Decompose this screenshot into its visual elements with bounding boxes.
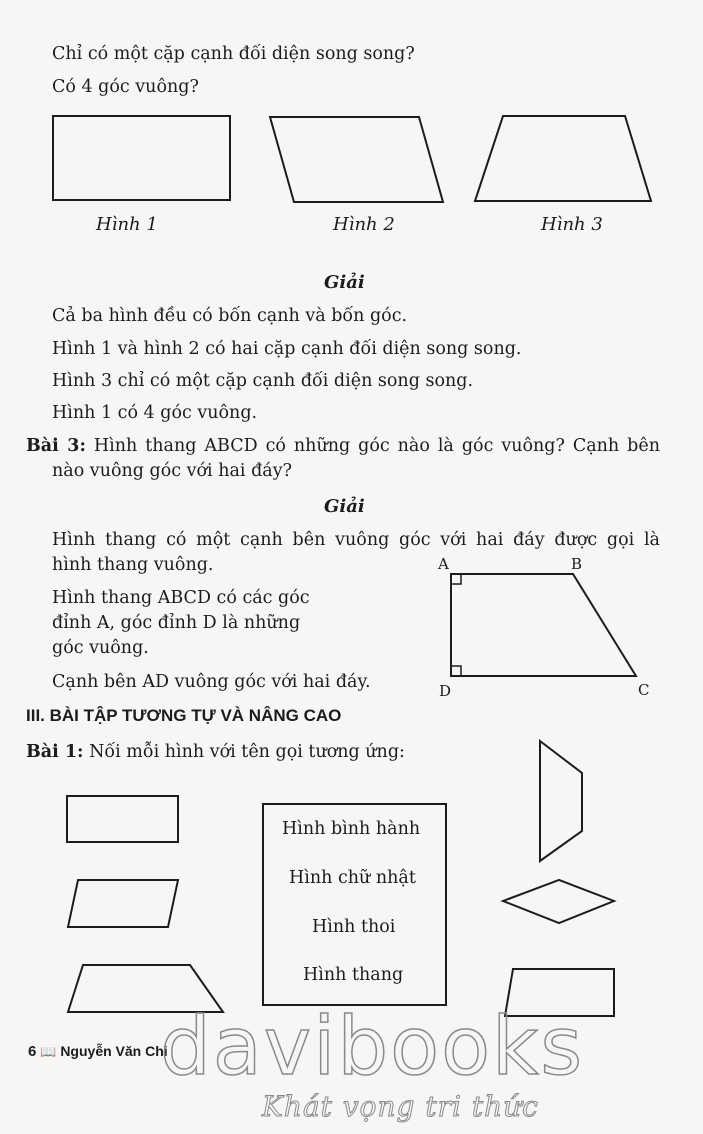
solution-1-line-4: Hình 1 có 4 góc vuông. (52, 403, 258, 423)
figure-3-caption: Hình 3 (541, 214, 603, 235)
solution-2-para-2a: Hình thang ABCD có các góc (52, 588, 310, 608)
solution-1-line-3: Hình 3 chỉ có một cặp cạnh đối diện song song. (52, 371, 474, 391)
solution-2-para-3: Cạnh bên AD vuông góc với hai đáy. (52, 672, 371, 692)
right-trapezoid-vertical (540, 741, 582, 861)
bai-3-line-2: nào vuông góc với hai đáy? (52, 461, 292, 481)
question-four-right-angles: Có 4 góc vuông? (52, 77, 199, 97)
name-trapezoid: Hình thang (303, 965, 404, 985)
bai-1-label: Bài 1: (26, 742, 84, 762)
vertex-c-label: C (638, 681, 650, 699)
page-footer (28, 1043, 168, 1060)
figure-2-caption: Hình 2 (333, 214, 395, 235)
solution-1-title: Giải (324, 272, 365, 293)
page-number: 6 (28, 1043, 37, 1060)
name-parallelogram: Hình bình hành (282, 819, 421, 839)
section-3-title: III. BÀI TẬP TƯƠNG TỰ VÀ NÂNG CAO (26, 706, 342, 725)
watermark-brand: davibooks (160, 1000, 585, 1093)
author-name: Nguyễn Văn Chi (60, 1043, 168, 1059)
bai-3-label: Bài 3: (26, 436, 86, 456)
right-rhombus (503, 880, 614, 923)
solution-2-para-1b: hình thang vuông. (52, 555, 214, 575)
solution-2-para-2c: góc vuông. (52, 638, 149, 658)
solution-1-line-1: Cả ba hình đều có bốn cạnh và bốn góc. (52, 306, 408, 326)
bai-3-text-a: Hình thang ABCD có những góc nào là góc vuông? Cạnh bên (93, 436, 660, 456)
vertex-d-label: D (439, 682, 452, 700)
solution-2-para-1a: Hình thang có một cạnh bên vuông góc với hai đáy được gọi là (52, 530, 660, 550)
figure-1-caption: Hình 1 (96, 214, 158, 235)
solution-2-para-2b: đỉnh A, góc đỉnh D là những (52, 613, 301, 633)
solution-1-line-2: Hình 1 và hình 2 có hai cặp cạnh đối diện song song. (52, 339, 522, 359)
vertex-b-label: B (571, 555, 583, 573)
name-rhombus: Hình thoi (312, 917, 396, 937)
bai-1-text: Nối mỗi hình với tên gọi tương ứng: (89, 742, 405, 762)
solution-2-title: Giải (324, 496, 365, 517)
name-rectangle: Hình chữ nhật (289, 868, 416, 888)
watermark-slogan: Khát vọng tri thức (262, 1090, 539, 1123)
book-icon: 📖 (40, 1044, 57, 1059)
vertex-a-label: A (438, 555, 449, 573)
question-one-pair: Chỉ có một cặp cạnh đối diện song song? (52, 44, 415, 64)
